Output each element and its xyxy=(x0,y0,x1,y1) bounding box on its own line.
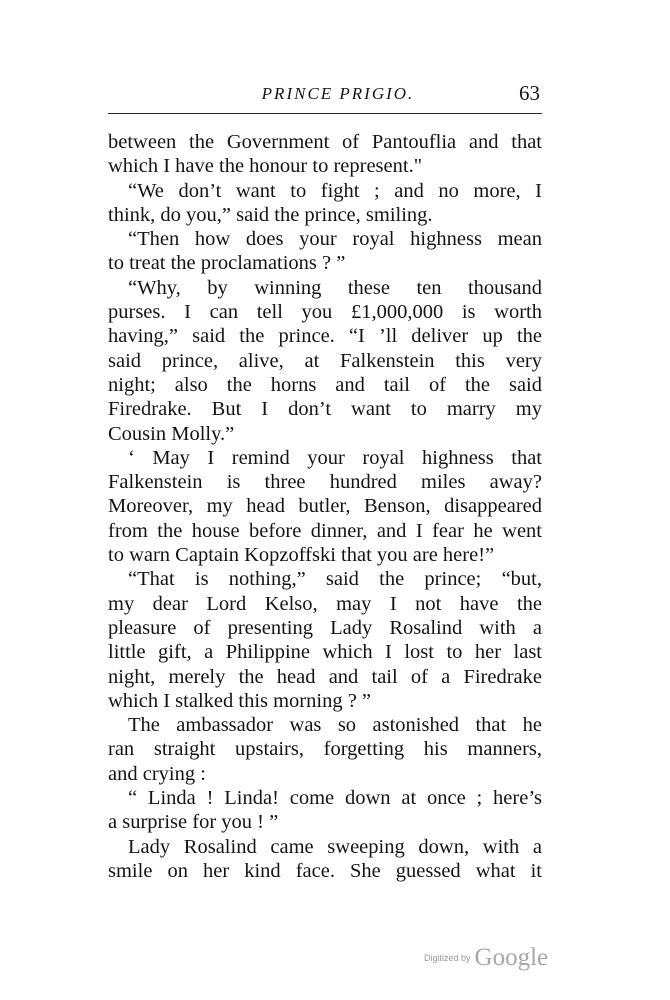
text-line: think, do you,” said the prince, smiling. xyxy=(108,203,433,226)
text-line: night, merely the head and tail of a Firedrake xyxy=(108,665,542,688)
text-line: to treat the proclamations ? ” xyxy=(108,252,346,275)
text-line: Lady Rosalind came sweeping down, with a xyxy=(128,835,542,858)
text-line: The ambassador was so astonished that he xyxy=(128,714,542,737)
running-title: PRINCE PRIGIO. xyxy=(261,84,415,103)
text-line: “Why, by winning these ten thousand xyxy=(128,276,542,299)
text-line: my dear Lord Kelso, may I not have the xyxy=(108,592,542,615)
text-line: night; also the horns and tail of the said xyxy=(108,373,542,396)
text-line: ran straight upstairs, forgetting his manners, xyxy=(108,738,542,761)
text-line: Falkenstein is three hundred miles away? xyxy=(108,471,542,494)
text-line: purses. I can tell you £1,000,000 is worth xyxy=(108,301,542,324)
digitized-by-label: Digitized by xyxy=(424,953,471,963)
text-line: “That is nothing,” said the prince; “but, xyxy=(128,568,542,591)
text-line: Firedrake. But I don’t want to marry my xyxy=(108,398,542,421)
text-line: and crying : xyxy=(108,762,206,785)
text-line: which I have the honour to represent." xyxy=(108,155,423,178)
running-header xyxy=(108,81,540,110)
text-line: “Then how does your royal highness mean xyxy=(128,228,542,251)
text-line: a surprise for you ! ” xyxy=(108,811,279,834)
text-line: “ Linda ! Linda! come down at once ; here’s xyxy=(128,787,542,810)
text-line: ‘ May I remind your royal highness that xyxy=(128,446,542,469)
google-logo: Google xyxy=(474,944,549,971)
text-line: to warn Captain Kopzoffski that you are here!” xyxy=(108,544,495,567)
text-line: from the house before dinner, and I fear he went xyxy=(108,519,542,542)
body-text xyxy=(108,130,542,883)
page-number: 63 xyxy=(519,81,540,105)
text-line: which I stalked this morning ? ” xyxy=(108,689,372,712)
text-line: smile on her kind face. She guessed what it xyxy=(108,859,542,882)
header-rule xyxy=(108,113,542,114)
text-line: “We don’t want to fight ; and no more, I xyxy=(128,179,542,202)
text-line: Cousin Molly.” xyxy=(108,422,235,445)
text-line: little gift, a Philippine which I lost to her last xyxy=(108,641,542,664)
text-line: Moreover, my head butler, Benson, disappeared xyxy=(108,495,542,518)
text-line: between the Government of Pantouflia and that xyxy=(108,131,542,153)
text-line: having,” said the prince. “I ’ll deliver up the xyxy=(108,325,542,348)
digitization-watermark xyxy=(424,944,548,972)
text-line: said prince, alive, at Falkenstein this very xyxy=(108,349,542,372)
text-line: pleasure of presenting Lady Rosalind with a xyxy=(108,616,542,639)
